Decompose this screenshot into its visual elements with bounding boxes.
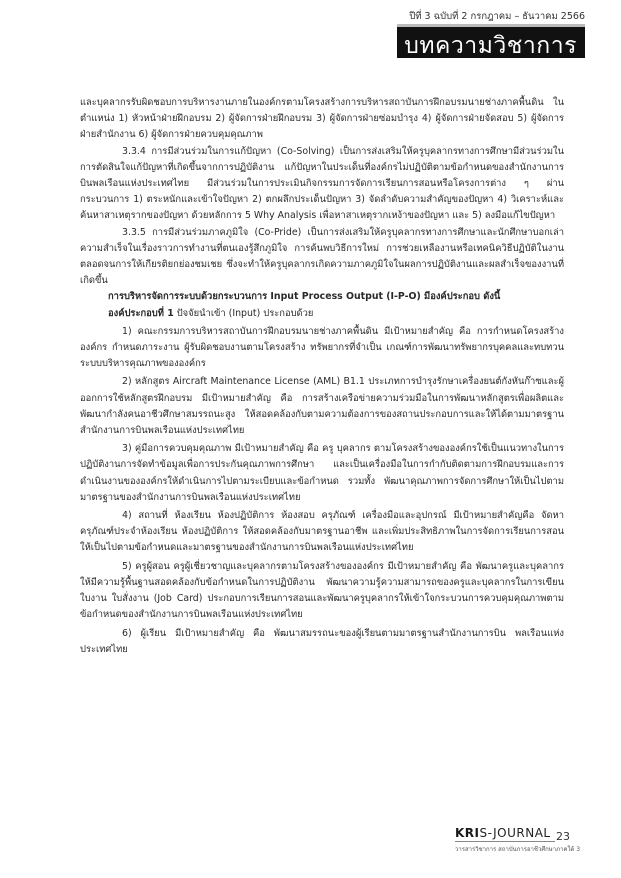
subheading-text: ปัจจัยนำเข้า (Input) ประกอบด้วย (173, 307, 314, 319)
list-item: 1) คณะกรรมการบริหารสถาบันการฝึกอบรมนายช่างภาคพื้นดิน มีเป้าหมายสำคัญ คือ การกำหนดโครงสร้างองค์กร กำหนดภาระงาน ผู้รับผิดชอบงานตามโครงสร้าง ทรัพยากรที่จำเป็น เกณฑ์การพัฒนาทรัพยากรบุคคลและทบทวนระบบบริหารคุณภาพขององค์กร (80, 325, 564, 370)
journal-subtitle: วารสารวิชาการ สถาบันการอาชีวศึกษาภาคใต้ 3 (455, 846, 581, 853)
page-number: 23 (556, 830, 570, 843)
body-paragraph: 3.3.4 การมีส่วนร่วมในการแก้ปัญหา (Co-Solving) เป็นการส่งเสริมให้ครูบุคลากรทางการศึกษามีส่วนร่วมในการตัดสินใจแก้ปัญหาที่เกิดขึ้นจากการปฏิบัติงาน แก้ปัญหาในประเด็นที่องค์กรไม่ปฏิบัติตามข้อกำหนดของสำนักงานการบินพลเรือนแห่งประเทศไทย มีส่วนร่วมในการประเมินกิจกรรมการจัดการเรียนการสอนหรือโครงการต่าง ๆ ผ่านกระบวนการ 1) ตระหนักและเข้าใจปัญหา 2) ตกผลึกประเด็นปัญหา 3) จัดลำดับความสำคัญของปัญหา 4) วิเคราะห์และค้นหาสาเหตุรากของปัญหา ด้วยหลักการ 5 Why Analysis เพื่อหาสาเหตุรากเหง้าของปัญหา และ 5) ลงมือแก้ไขปัญหา (80, 145, 564, 222)
issue-line: ปีที่ 3 ฉบับที่ 2 กรกฎาคม – ธันวาคม 2566 (409, 11, 585, 22)
subheading-label: องค์ประกอบที่ 1 (108, 307, 174, 319)
section-banner (397, 24, 585, 58)
logo-mark: I (474, 826, 480, 840)
article-body (80, 95, 564, 658)
list-item: 6) ผู้เรียน มีเป้าหมายสำคัญ คือ พัฒนาสมรรถนะของผู้เรียนตามมาตรฐานสำนักงานการบิน พลเรือนแห่งประเทศไทย (80, 627, 564, 655)
list-item: 4) สถานที่ ห้องเรียน ห้องปฏิบัติการ ห้องสอบ ครุภัณฑ์ เครื่องมือและอุปกรณ์ มีเป้าหมายสำคัญคือ จัดหาครุภัณฑ์ประจำห้องเรียน ห้องปฏิบัติการ ให้สอดคล้องกับมาตรฐานอาชีพ และเพิ่มประสิทธิภาพในการจัดการเรียนการสอนให้เป็นไปตามข้อกำหนดและมาตรฐานของสำนักงานการบินพลเรือนแห่งประเทศไทย (80, 510, 564, 554)
list-item: 2) หลักสูตร Aircraft Maintenance License (AML) B1.1 ประเภทการบำรุงรักษาเครื่องยนต์กังหันก๊าซและผู้ออกการใช้หลักสูตรฝึกอบรม มีเป้าหมายสำคัญ คือ การสร้างเครือข่ายความร่วมมือในการพัฒนาหลักสูตรเพื่อผลิตและพัฒนากำลังคนอาชีวศึกษาสมรรถนะสูง ให้สอดคล้องกับตามความต้องการของสถานประกอบการและให้ได้ตามมาตรฐานสำนักงานการบินพลเรือนแห่งประเทศไทย (80, 376, 564, 437)
list-item: 3) คู่มือการควบคุมคุณภาพ มีเป้าหมายสำคัญ คือ ครู บุคลากร ตามโครงสร้างขององค์กรใช้เป็นแนวทางในการปฏิบัติงานการจัดทำข้อมูลเพื่อการประกันคุณภาพการศึกษา และเป็นเครื่องมือในการกำกับติดตามการฝึกอบรมและการดำเนินงานขององค์กรให้ดำเนินการไปตามระเบียบและข้อกำหนด รวมทั้ง พัฒนาคุณภาพการจัดการศึกษาให้เป็นไปตามมาตรฐานของสำนักงานการบินพลเรือนแห่งประเทศไทย (80, 443, 564, 503)
section-heading: การบริหารจัดการระบบด้วยกระบวนการ Input Process Output (I-P-O) มีองค์ประกอบ ดังนี้ (108, 291, 501, 303)
body-paragraph: และบุคลากรรับผิดชอบการบริหารงานภายในองค์กรตามโครงสร้างการบริหารสถาบันการฝึกอบรมนายช่างภาคพื้นดิน ในตำแหน่ง 1) หัวหน้าฝ่ายฝึกอบรม 2) ผู้จัดการฝ่ายฝึกอบรม 3) ผู้จัดการฝ่ายซ่อมบำรุง 4) ผู้จัดการฝ่ายจัดสอบ 5) ผู้จัดการฝ่ายสำนักงาน 6) ผู้จัดการฝ่ายควบคุมคุณภาพ (80, 97, 564, 141)
subheading (80, 306, 564, 322)
journal-logo (455, 826, 551, 840)
logo-suffix: S-JOURNAL (479, 826, 551, 840)
section-title: บทความวิชาการ (404, 33, 577, 59)
logo-underline (455, 841, 555, 842)
logo-prefix: KR (455, 826, 475, 840)
body-paragraph: 3.3.5 การมีส่วนร่วมภาคภูมิใจ (Co-Pride) เป็นการส่งเสริมให้ครูบุคลากรทางการศึกษาและนักศึกษาบอกเล่าความสำเร็จในเรื่องราวการทำงานที่ตนเองรู้สึกภูมิใจ การค้นพบวิธีการใหม่ การช่วยเหลืองานหรือเทคนิควิธีปฏิบัติในงาน ตลอดจนการให้เกียรติยกย่องชมเชย ซึ่งจะทำให้ครูบุคลากรเกิดความภาคภูมิใจในผลการปฏิบัติงานและผลสำเร็จของงานที่เกิดขึ้น (80, 226, 564, 287)
list-item: 5) ครูผู้สอน ครูผู้เชี่ยวชาญและบุคลากรตามโครงสร้างขององค์กร มีเป้าหมายสำคัญ คือ พัฒนาครูและบุคลากรให้มีความรู้พื้นฐานสอดคล้องกับข้อกำหนดในการปฏิบัติงาน พัฒนาความรู้ความสามารถของครูและบุคลากรในการเขียนใบงาน ใบสั่งงาน (Job Card) ประกอบการเรียนการสอนและพัฒนาครูบุคลากรให้เข้าใจกระบวนการควบคุมคุณภาพตามข้อกำหนดของสำนักงานการบินพลเรือนแห่งประเทศไทย (80, 560, 564, 621)
